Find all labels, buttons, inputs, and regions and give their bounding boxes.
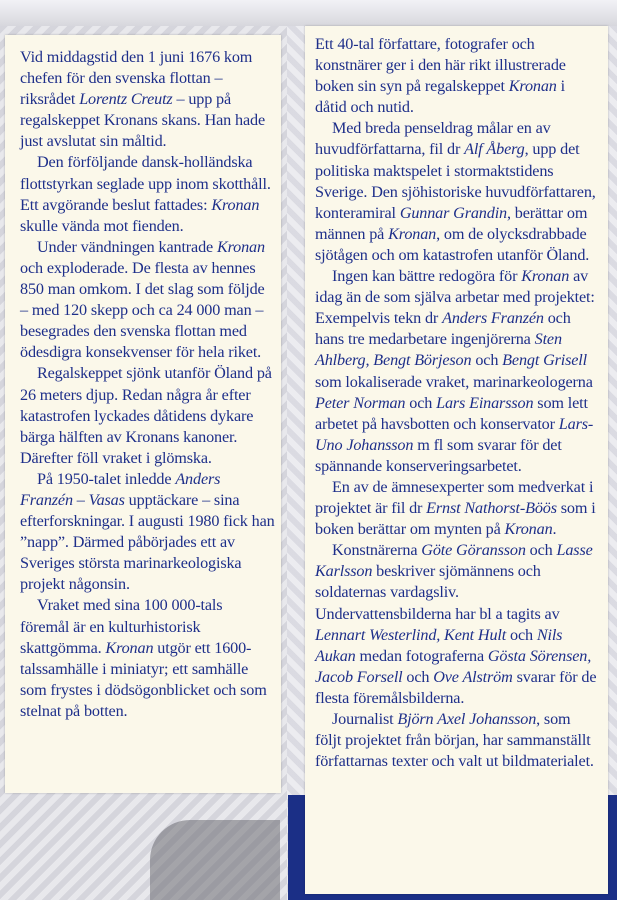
italic-name: Kronan: [504, 520, 553, 539]
text-run: och: [405, 393, 437, 412]
paragraph: [20, 469, 275, 596]
text-run: och: [402, 667, 434, 686]
text-run: som lett arbetet på havsbotten och konservator: [315, 393, 588, 433]
italic-name: Göte Göransson: [421, 541, 526, 560]
paragraph: [20, 595, 275, 722]
text-run: m fl som svarar för det spännande konserveringsarbetet.: [315, 435, 562, 475]
text-run: , upp det politiska maktspelet i stormaktstidens Sverige. Den sjöhistoriske huvudförfattaren, konteramiral: [315, 140, 596, 222]
paragraph: [315, 266, 599, 477]
text-run: Ingen kan bättre redogöra för: [332, 267, 522, 286]
text-run: upptäckare – sina efterforskningar. I augusti 1980 fick han ”napp”. Därmed påbörjades ett av Sveriges största marinarkeologiska projekt någonsin.: [20, 490, 275, 594]
italic-name: Kronan: [388, 224, 437, 243]
paragraph: [315, 34, 599, 118]
paragraph: [315, 477, 599, 540]
text-run: i dåtid och nutid.: [315, 77, 565, 117]
italic-name: Ove Alström: [433, 667, 513, 686]
text-run: Under vändningen kantrade: [37, 237, 217, 256]
italic-name: Björn Axel Johansson: [397, 710, 537, 728]
text-run: beskriver sjömännens och soldaternas vardagsliv. Undervattensbilderna har bl a tagits av: [315, 562, 560, 623]
text-run: Vraket med sina 100 000-tals föremål är en kulturhistorisk skattgömma.: [20, 596, 223, 657]
text-run: och exploderade. De flesta av hennes 850 man omkom. I det slag som följde – med 120 skepp och ca 24 000 man – besegrades den svenska flottan med ödesdigra konsekvenser för hela riket.: [20, 258, 265, 362]
text-run: som lokaliserade vraket, marinarkeologerna: [315, 372, 593, 391]
text-run: Den förföljande dansk-holländska flottstyrkan seglade upp inom skotthåll. Ett avgörande beslut fattades:: [20, 153, 271, 214]
left-column-text: [20, 47, 275, 722]
italic-name: Peter Norman: [315, 393, 406, 412]
italic-name: Lars Einarsson: [436, 393, 534, 412]
paragraph: [315, 118, 599, 266]
paragraph: [315, 540, 599, 709]
shadow-corner: [150, 820, 280, 900]
paragraph: [20, 47, 275, 152]
paragraph: [20, 237, 275, 364]
text-run: Ett 40-tal författare, fotografer och konstnärer ger i den här rikt illustrerade boken sin syn på regalskeppet: [315, 35, 566, 96]
background-top: [0, 0, 617, 26]
text-run: av idag än de som själva arbetar med projektet: Exempelvis tekn dr: [315, 267, 595, 328]
italic-name: Lorentz Creutz: [79, 90, 173, 109]
text-run: , berättar om männen på: [315, 203, 588, 243]
italic-name: Ernst Nathorst-Böös: [426, 499, 557, 518]
italic-name: Nils Aukan: [315, 625, 563, 665]
text-run: och: [525, 541, 557, 560]
text-run: Konstnärerna: [332, 541, 422, 560]
text-run: .: [552, 520, 557, 539]
text-run: , som följt projektet från början, har sammanställt författarnas texter och valt ut bildmaterialet.: [315, 710, 594, 771]
italic-name: Anders Franzén: [442, 309, 544, 328]
text-run: medan fotograferna: [355, 646, 488, 665]
text-run: som i boken berättar om mynten på: [315, 499, 596, 539]
text-run: skulle vända mot fienden.: [20, 216, 184, 235]
text-run: svarar för de flesta föremålsbilderna.: [315, 667, 597, 707]
italic-name: Lasse Karlsson: [315, 541, 593, 581]
right-column-text: [315, 34, 599, 772]
italic-name: Gösta Sörensen, Jacob Forsell: [315, 646, 592, 686]
text-run: Regalskeppet sjönk utanför Öland på 26 meters djup. Redan några år efter katastrofen lyckades dåtidens dykare bärga hälften av Kronans kanoner. Därefter föll vraket i glömska.: [20, 364, 272, 467]
italic-name: Kronan: [521, 267, 570, 286]
paragraph: [20, 152, 275, 236]
text-run: Vid middagstid den 1 juni 1676 kom chefen för den svenska flottan – riksrådet: [20, 48, 253, 109]
italic-name: Kronan: [105, 638, 154, 657]
italic-name: Lars-Uno Johansson: [315, 414, 594, 454]
italic-name: Sten Ahlberg, Bengt Börjeson: [315, 330, 562, 370]
text-run: , om de olycksdrabbade sjötågen och om katastrofen utanför Öland.: [315, 224, 590, 264]
italic-name: Bengt Grisell: [502, 351, 587, 370]
text-run: utgör ett 1600-talssamhälle i miniatyr; ett samhälle som frystes i dödsögonblicket och som stelnat på botten.: [20, 638, 267, 720]
text-run: och hans tre medarbetare ingenjörerna: [315, 309, 571, 349]
italic-name: Gunnar Grandin: [399, 203, 507, 222]
paragraph: [20, 363, 275, 468]
italic-name: Anders Franzén – Vasas: [20, 469, 221, 509]
italic-name: Kronan: [211, 195, 260, 214]
italic-name: Kronan: [216, 237, 265, 256]
text-run: Med breda penseldrag målar en av huvudförfattarna, fil dr: [315, 119, 551, 159]
text-run: En av de ämnesexperter som medverkat i projektet är fil dr: [315, 477, 594, 518]
italic-name: Lennart Westerlind, Kent Hult: [315, 625, 507, 644]
text-run: På 1950-talet inledde: [37, 469, 176, 488]
italic-name: Alf Åberg: [464, 140, 525, 159]
text-run: – upp på regalskeppet Kronans skans. Han hade just avslutat sin måltid.: [20, 90, 265, 151]
paragraph: [315, 709, 599, 772]
italic-name: Kronan: [508, 77, 557, 96]
text-run: och: [471, 351, 503, 370]
text-run: och: [506, 625, 537, 644]
text-run: Journalist: [332, 710, 398, 728]
